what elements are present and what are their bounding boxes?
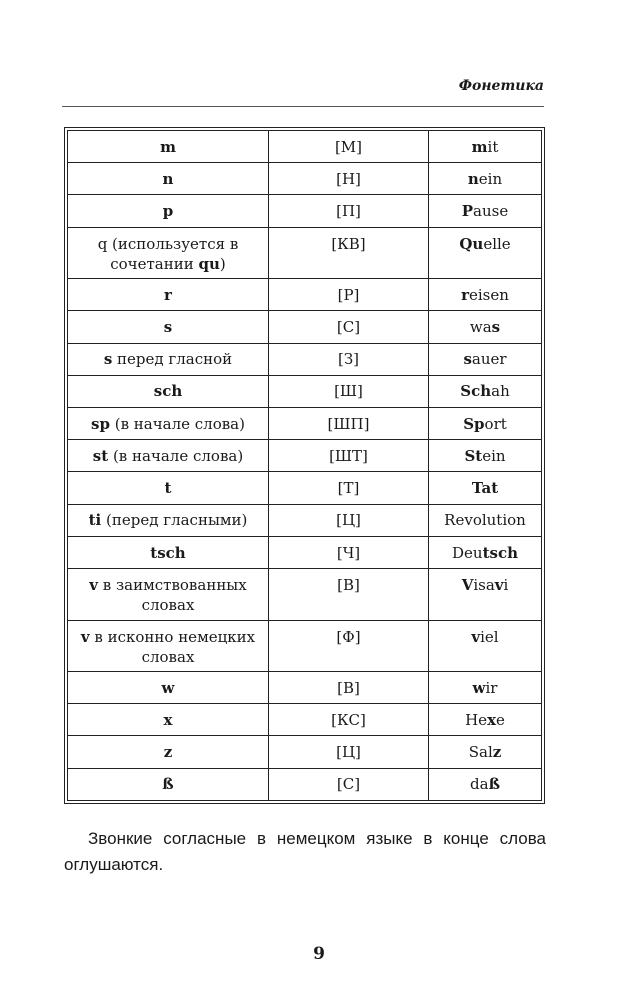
example-cell: [429, 704, 542, 736]
example-cell: [429, 671, 542, 703]
example-cell-segment: ause: [473, 202, 509, 221]
example-cell-segment: He: [465, 710, 488, 729]
running-head: Фонетика: [458, 78, 544, 94]
example-cell-segment: w: [472, 678, 486, 697]
letter-cell: [68, 408, 269, 440]
sound-cell: [Ц]: [269, 504, 429, 536]
sound-cell: [КС]: [269, 704, 429, 736]
example-cell-segment: tsch: [482, 543, 518, 562]
letter-cell: [68, 343, 269, 375]
sound-cell: [Ш]: [269, 375, 429, 407]
example-cell: [429, 569, 542, 620]
table-row: [68, 440, 542, 472]
example-cell: [429, 504, 542, 536]
sound-cell: [С]: [269, 768, 429, 800]
letter-cell: [68, 440, 269, 472]
table-row: [68, 375, 542, 407]
table-body: [68, 131, 542, 801]
example-cell-segment: Revolution: [444, 511, 526, 530]
example-cell: [429, 131, 542, 163]
example-cell-segment: Deu: [452, 543, 483, 562]
letter-cell: [68, 472, 269, 504]
sound-cell: [В]: [269, 569, 429, 620]
example-cell-segment: Qu: [459, 234, 484, 253]
sound-cell: [Ц]: [269, 736, 429, 768]
example-cell-segment: auer: [471, 350, 507, 369]
example-cell: [429, 375, 542, 407]
example-cell-segment: ein: [482, 446, 506, 465]
example-cell-segment: n: [467, 169, 479, 188]
letter-cell-segment: qu: [198, 254, 220, 273]
example-cell-segment: x: [487, 710, 497, 729]
table-row: [68, 768, 542, 800]
example-cell-segment: da: [470, 775, 489, 794]
sound-cell: [С]: [269, 311, 429, 343]
sound-cell: [ШТ]: [269, 440, 429, 472]
example-cell-segment: ort: [484, 414, 507, 433]
letter-cell-segment: в заимствованных словах: [97, 576, 247, 615]
letter-cell: [68, 569, 269, 620]
example-cell: [429, 768, 542, 800]
letter-cell: [68, 131, 269, 163]
letter-cell-segment: в исконно немецких словах: [89, 627, 256, 666]
page-number: 9: [313, 944, 325, 964]
example-cell: [429, 227, 542, 278]
table-row: [68, 195, 542, 227]
example-cell: [429, 536, 542, 568]
letter-cell: [68, 768, 269, 800]
sound-cell: [КВ]: [269, 227, 429, 278]
sound-cell: [Т]: [269, 472, 429, 504]
letter-cell-segment: v: [89, 576, 98, 595]
example-cell-segment: isa: [473, 576, 495, 595]
letter-cell-segment: ): [219, 254, 226, 273]
letter-cell-segment: q (используется в сочетании: [97, 234, 239, 273]
letter-cell-segment: x: [163, 710, 173, 729]
example-cell: [429, 736, 542, 768]
letter-cell: [68, 736, 269, 768]
example-cell-segment: Tat: [471, 479, 499, 498]
letter-cell-segment: (в начале слова): [109, 414, 245, 433]
example-cell: [429, 620, 542, 671]
letter-cell-segment: w: [161, 678, 175, 697]
example-cell-segment: s: [463, 350, 472, 369]
table-row: [68, 704, 542, 736]
body-paragraph: Звонкие согласные в немецком языке в конце слова оглушаются.: [64, 829, 546, 874]
example-cell: [429, 163, 542, 195]
example-cell-segment: wa: [469, 317, 492, 336]
sound-cell: [Н]: [269, 163, 429, 195]
example-cell-segment: eisen: [468, 285, 509, 304]
letter-cell: [68, 704, 269, 736]
letter-cell: [68, 195, 269, 227]
example-cell: [429, 279, 542, 311]
sound-cell: [П]: [269, 195, 429, 227]
sound-cell: [М]: [269, 131, 429, 163]
table-row: [68, 227, 542, 278]
example-cell-segment: v: [471, 627, 481, 646]
table-row: [68, 131, 542, 163]
example-cell-segment: Sp: [463, 414, 485, 433]
example-cell-segment: ah: [491, 382, 510, 401]
letter-cell: [68, 375, 269, 407]
letter-cell-segment: (в начале слова): [108, 446, 244, 465]
example-cell: [429, 195, 542, 227]
example-cell-segment: ein: [478, 169, 503, 188]
example-cell-segment: i: [503, 576, 509, 595]
sound-cell: [ШП]: [269, 408, 429, 440]
table-row: [68, 536, 542, 568]
example-cell: [429, 343, 542, 375]
example-cell-segment: v: [494, 576, 504, 595]
example-cell-segment: iel: [480, 627, 499, 646]
letter-cell-segment: t: [164, 479, 172, 498]
letter-cell-segment: z: [163, 743, 173, 762]
example-cell-segment: ß: [488, 775, 500, 794]
letter-cell-segment: s: [163, 317, 173, 336]
table-row: [68, 472, 542, 504]
letter-cell-segment: st: [92, 446, 109, 465]
letter-cell-segment: s: [103, 350, 113, 369]
letter-cell-segment: n: [162, 169, 174, 188]
example-cell-segment: Sal: [468, 743, 493, 762]
example-cell-segment: P: [461, 202, 474, 221]
sound-cell: [З]: [269, 343, 429, 375]
letter-cell-segment: (перед гласными): [101, 511, 248, 530]
table-row: [68, 408, 542, 440]
table-row: [68, 620, 542, 671]
example-cell: [429, 472, 542, 504]
example-cell: [429, 440, 542, 472]
example-cell-segment: m: [471, 137, 488, 156]
example-cell: [429, 408, 542, 440]
table-row: [68, 163, 542, 195]
table-row: [68, 311, 542, 343]
letter-cell-segment: перед гласной: [112, 350, 233, 369]
example-cell-segment: St: [464, 446, 483, 465]
letter-cell: [68, 311, 269, 343]
example-cell-segment: ir: [485, 678, 498, 697]
letter-cell: [68, 227, 269, 278]
example-cell-segment: z: [492, 743, 502, 762]
example-cell-segment: Sch: [460, 382, 492, 401]
letter-cell-segment: v: [80, 627, 90, 646]
example-cell-segment: it: [487, 137, 499, 156]
letter-cell: [68, 620, 269, 671]
letter-cell: [68, 279, 269, 311]
letter-cell-segment: p: [162, 202, 174, 221]
phonetics-table: [67, 130, 542, 801]
letter-cell-segment: sch: [153, 382, 183, 401]
example-cell-segment: V: [461, 576, 474, 595]
header-rule: [62, 106, 544, 107]
letter-cell: [68, 536, 269, 568]
sound-cell: [В]: [269, 671, 429, 703]
letter-cell: [68, 504, 269, 536]
example-cell-segment: elle: [483, 234, 511, 253]
letter-cell-segment: ß: [162, 775, 174, 794]
letter-cell: [68, 163, 269, 195]
letter-cell-segment: sp: [91, 414, 110, 433]
example-cell-segment: s: [491, 317, 501, 336]
example-cell: [429, 311, 542, 343]
table-row: [68, 343, 542, 375]
table-row: [68, 569, 542, 620]
letter-cell-segment: m: [160, 137, 176, 156]
table-row: [68, 736, 542, 768]
letter-cell-segment: ti: [88, 511, 102, 530]
example-cell-segment: r: [461, 285, 469, 304]
sound-cell: [Ф]: [269, 620, 429, 671]
letter-cell: [68, 671, 269, 703]
phonetics-table-frame: [64, 127, 545, 804]
table-row: [68, 671, 542, 703]
table-row: [68, 279, 542, 311]
letter-cell-segment: r: [164, 285, 172, 304]
letter-cell-segment: tsch: [150, 543, 186, 562]
sound-cell: [Ч]: [269, 536, 429, 568]
example-cell-segment: e: [496, 710, 505, 729]
sound-cell: [Р]: [269, 279, 429, 311]
table-row: [68, 504, 542, 536]
